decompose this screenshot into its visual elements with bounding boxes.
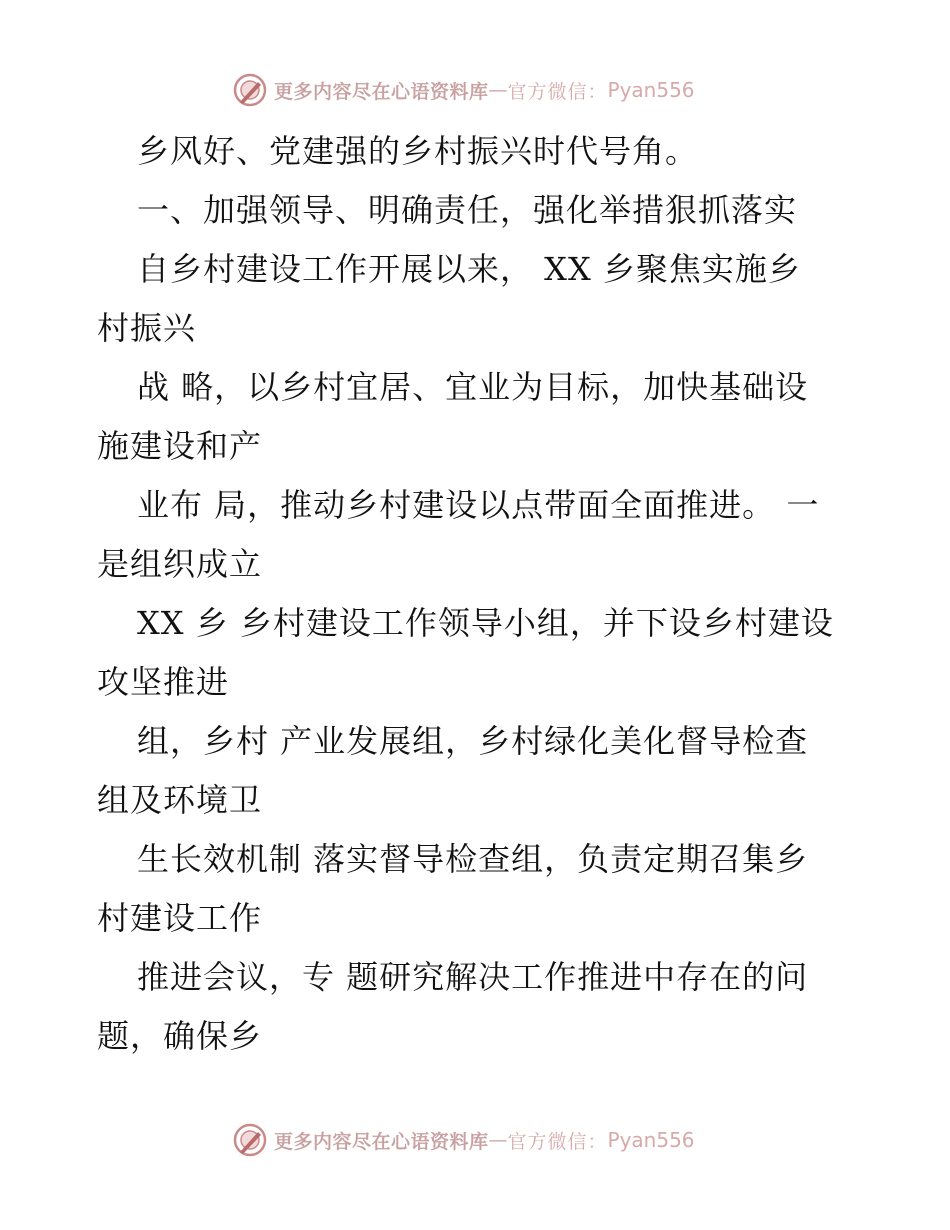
- section-heading: 一、加强领导、明确责任，强化举措狠抓落实: [137, 191, 798, 229]
- text-line: 业布 局，推动乡村建设以点带面全面推进。 一: [137, 486, 820, 524]
- pen-logo-icon: [232, 1122, 268, 1158]
- watermark-separator: —: [488, 1129, 508, 1151]
- text-line: 推进会议，专 题研究解决工作推进中存在的问: [137, 958, 809, 996]
- watermark-sub-text: 官方微信：: [507, 80, 608, 103]
- text-line: 自乡村建设工作开展以来， XX 乡聚焦实施乡: [137, 250, 801, 288]
- text-line: 村振兴: [97, 309, 197, 347]
- document-body: [97, 122, 857, 1066]
- footer-watermark: [232, 1120, 695, 1160]
- watermark-id: Pyan556: [607, 78, 695, 102]
- watermark-separator: —: [488, 79, 508, 101]
- header-watermark: [232, 70, 695, 110]
- text-line: 村建设工作: [97, 899, 263, 937]
- text-line: 战 略，以乡村宜居、宜业为目标，加快基础设: [137, 368, 809, 406]
- text-line: 题，确保乡: [97, 1017, 263, 1055]
- text-line: 施建设和产: [97, 427, 263, 465]
- text-line: 是组织成立: [97, 545, 263, 583]
- text-line: XX 乡 乡村建设工作领导小组，并下设乡村建设: [137, 604, 834, 642]
- watermark-main-text: 更多内容尽在心语资料库: [274, 80, 489, 103]
- pen-logo-icon: [232, 72, 268, 108]
- text-line: 生长效机制 落实督导检查组，负责定期召集乡: [137, 840, 809, 878]
- watermark-sub-text: 官方微信：: [507, 1130, 608, 1153]
- watermark-main-text: 更多内容尽在心语资料库: [274, 1130, 489, 1153]
- text-line: 攻坚推进: [97, 663, 230, 701]
- watermark-id: Pyan556: [607, 1128, 695, 1152]
- text-line: 组及环境卫: [97, 781, 263, 819]
- text-line: 组，乡村 产业发展组，乡村绿化美化督导检查: [137, 722, 809, 760]
- text-line: 乡风好、党建强的乡村振兴时代号角。: [137, 132, 699, 170]
